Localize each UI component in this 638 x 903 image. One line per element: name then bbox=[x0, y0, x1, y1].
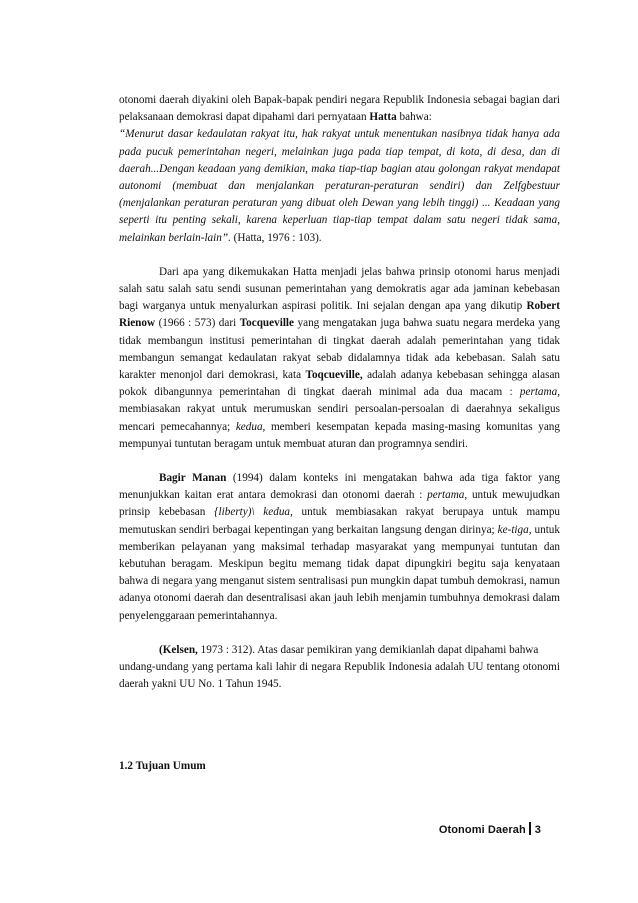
paragraph-tocqueville: Dari apa yang dikemukakan Hatta menjadi jelas bahwa prinsip otonomi harus menjadi salah satu salah satu sendi susunan pemerintahan yang demokratis agar ada jaminan kebebasan bagi warganya untuk menyalurkan aspirasi politik. Ini sejalan dengan apa yang dikutip Robert Rienow (1966 : 573) dari Tocqueville yang mengatakan juga bahwa suatu negara merdeka yang tidak membangun institusi pemerintahan di tingkat daerah adalah pemerintahan yang tidak membangun semangat kedaulatan rakyat sebab didalamnya tidak ada kebebasan. Salah satu karakter menonjol dari demokrasi, kata Toqcueville, adalah adanya kebebasan sehingga alasan pokok dibangunnya pemerintahan di tingkat daerah minimal ada dua macam : pertama, membiasakan rakyat untuk merumuskan sendiri persoalan-persoalan di daerahnya sekaligus mencari pemecahannya; kedua, memberi kesempatan kepada masing-masing komunitas yang mempunyai tuntutan beragam untuk membuat aturan dan programnya sendiri. bbox=[119, 265, 561, 450]
paragraph-gap bbox=[119, 453, 560, 470]
paragraph-kelsen: (Kelsen, 1973 : 312). Atas dasar pemikiran yang demikianlah dapat dipahami bahwa bbox=[159, 643, 539, 656]
section-heading: 1.2 Tujuan Umum bbox=[119, 760, 206, 772]
hatta-quote: “Menurut dasar kedaulatan rakyat itu, hak rakyat untuk menentukan nasibnya tidak hanya ada pada pucuk pemerintahan negeri, melainkan juga pada tiap tempat, di kota, di desa, dan di daerah...Dengan keadaan yang demikian, maka tiap-tiap bagian atau golongan rakyat mendapat autonomi (membuat dan menjalankan peraturan-peraturan sendiri) dan Zelfgbestuur (menjalankan peraturan peraturan yang dibuat oleh Dewan yang lebih tinggi) ... Keadaan yang seperti itu penting sekali, karena keperluan tiap-tiap tempat dalam satu negeri tidak sama, melainkan berlain-lain”. (Hatta, 1976 : 103). bbox=[119, 128, 560, 244]
paragraph-gap bbox=[119, 625, 560, 642]
intro-paragraph: otonomi daerah diyakini oleh Bapak-bapak pendiri negara Republik Indonesia sebagai bagian dari pelaksanaan demokrasi dapat dipahami dari pernyataan Hatta bahwa: bbox=[119, 94, 560, 124]
paragraph-gap bbox=[119, 247, 560, 264]
body-text bbox=[119, 92, 560, 694]
paragraph-bagir-manan: Bagir Manan (1994) dalam konteks ini mengatakan bahwa ada tiga faktor yang menunjukkan kaitan erat antara demokrasi dan otonomi daerah : pertama, untuk mewujudkan prinsip kebebasan {liberty)\ kedua, untuk membiasakan rakyat berupaya untuk mampu memutuskan sendiri berbagai kepentingan yang berkaitan langsung dengan dirinya; ke-tiga, untuk memberikan pelayanan yang maksimal terhadap masyarakat yang mempunyai tuntutan dan kebutuhan beragam. Meskipun begitu memang tidak dapat dipungkiri begitu saja kenyataan bahwa di negara yang menganut sistem sentralisasi pun mungkin dapat tumbuh demokrasi, namun adanya otonomi daerah dan desentralisasi akan jauh lebih menjamin tumbuhnya demokrasi dalam penyelenggaraan pemerintahannya. bbox=[119, 472, 561, 622]
page-footer bbox=[439, 822, 541, 836]
quote-citation: (Hatta, 1976 : 103). bbox=[230, 231, 322, 244]
footer-title: Otonomi Daerah bbox=[438, 824, 526, 836]
page-number: 3 bbox=[534, 824, 541, 836]
paragraph-kelsen-continued: undang-undang yang pertama kali lahir di negara Republik Indonesia adalah UU tentang otonomi daerah yakni UU No. 1 Tahun 1945. bbox=[119, 661, 560, 691]
footer-separator bbox=[529, 822, 531, 835]
name-hatta: Hatta bbox=[369, 111, 397, 124]
